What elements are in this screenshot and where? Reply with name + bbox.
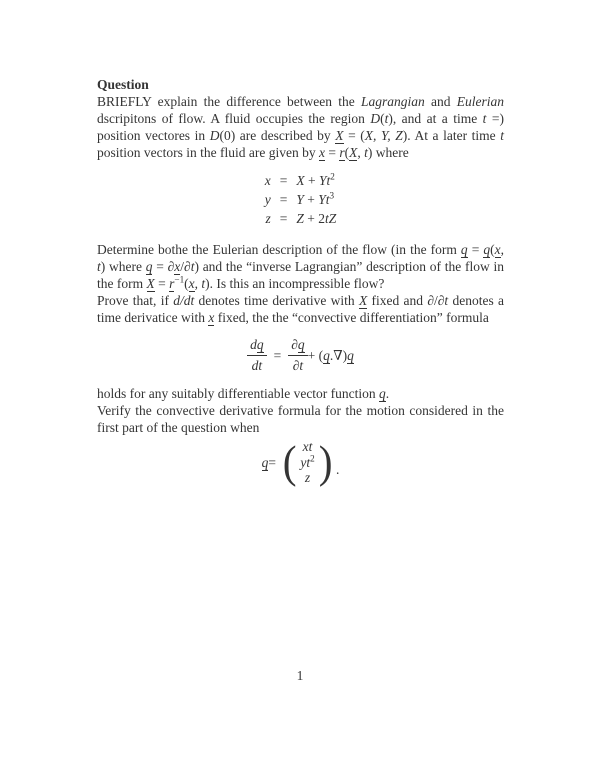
paragraph-verify: holds for any suitably differentiable vector function q. Verify the convective derivative formula for the motion considered in the first part of the question when [97,386,504,435]
material-derivative-fraction [247,336,267,374]
eq-lhs: z [265,211,271,226]
right-paren: ) [318,436,333,488]
eq-lhs: y [264,192,271,207]
paragraph-intro: BRIEFLY explain the difference between the Lagrangian and Eulerian dscripitons of flow. A fluid occupies the region D(t), and at a time t =) position vectores in D(0) are described by X = (X, Y, Z). At a later time t position vectors in the fluid are given by x = r(X, t) where [97,94,505,160]
equals-sign: = [268,454,276,470]
equals-sign: = [279,192,288,207]
convective-formula [97,336,504,374]
vector-row: xt [302,439,313,454]
equation-system [97,172,504,228]
fraction-denominator: ∂t [292,358,304,373]
eq-rhs: $Y + Yt^3$ [296,190,335,207]
vector-row: $yt^2$ [300,453,315,470]
equals-sign: = [273,347,282,363]
fraction-numerator: ∂q [288,336,307,356]
eq-lhs: x [264,173,271,188]
partial-derivative-fraction [288,336,307,374]
fraction-numerator: dq [247,336,267,356]
equals-sign: = [279,173,288,188]
formula-tail: + (q.∇)q [307,347,354,363]
section-heading: Question [97,77,149,92]
vector-lhs: q [261,454,269,470]
eq-rhs: $X + Yt^2$ [296,171,335,188]
vector-row: z [304,470,311,485]
vector-definition [97,436,504,488]
period: . [336,461,340,477]
vector-column [300,439,314,486]
fraction-denominator: dt [251,358,263,373]
left-paren: ( [282,436,297,488]
paragraph-question: Determine bothe the Eulerian description of the flow (in the form q = q(x, t) where q = ∂x/∂t) and the “inverse Lagrangian” description of the flow in the form $X = r^{-1}(x$, t). Is this an incompressible flow? Prove that, if d/dt denotes time derivative with X fixed and ∂/∂t denotes a time derivatice with x fixed, the the “convective differentiation” formula [97,242,505,325]
page-number: 1 [296,668,304,683]
eq-rhs: Z + 2tZ [296,211,337,226]
equals-sign: = [279,211,288,226]
